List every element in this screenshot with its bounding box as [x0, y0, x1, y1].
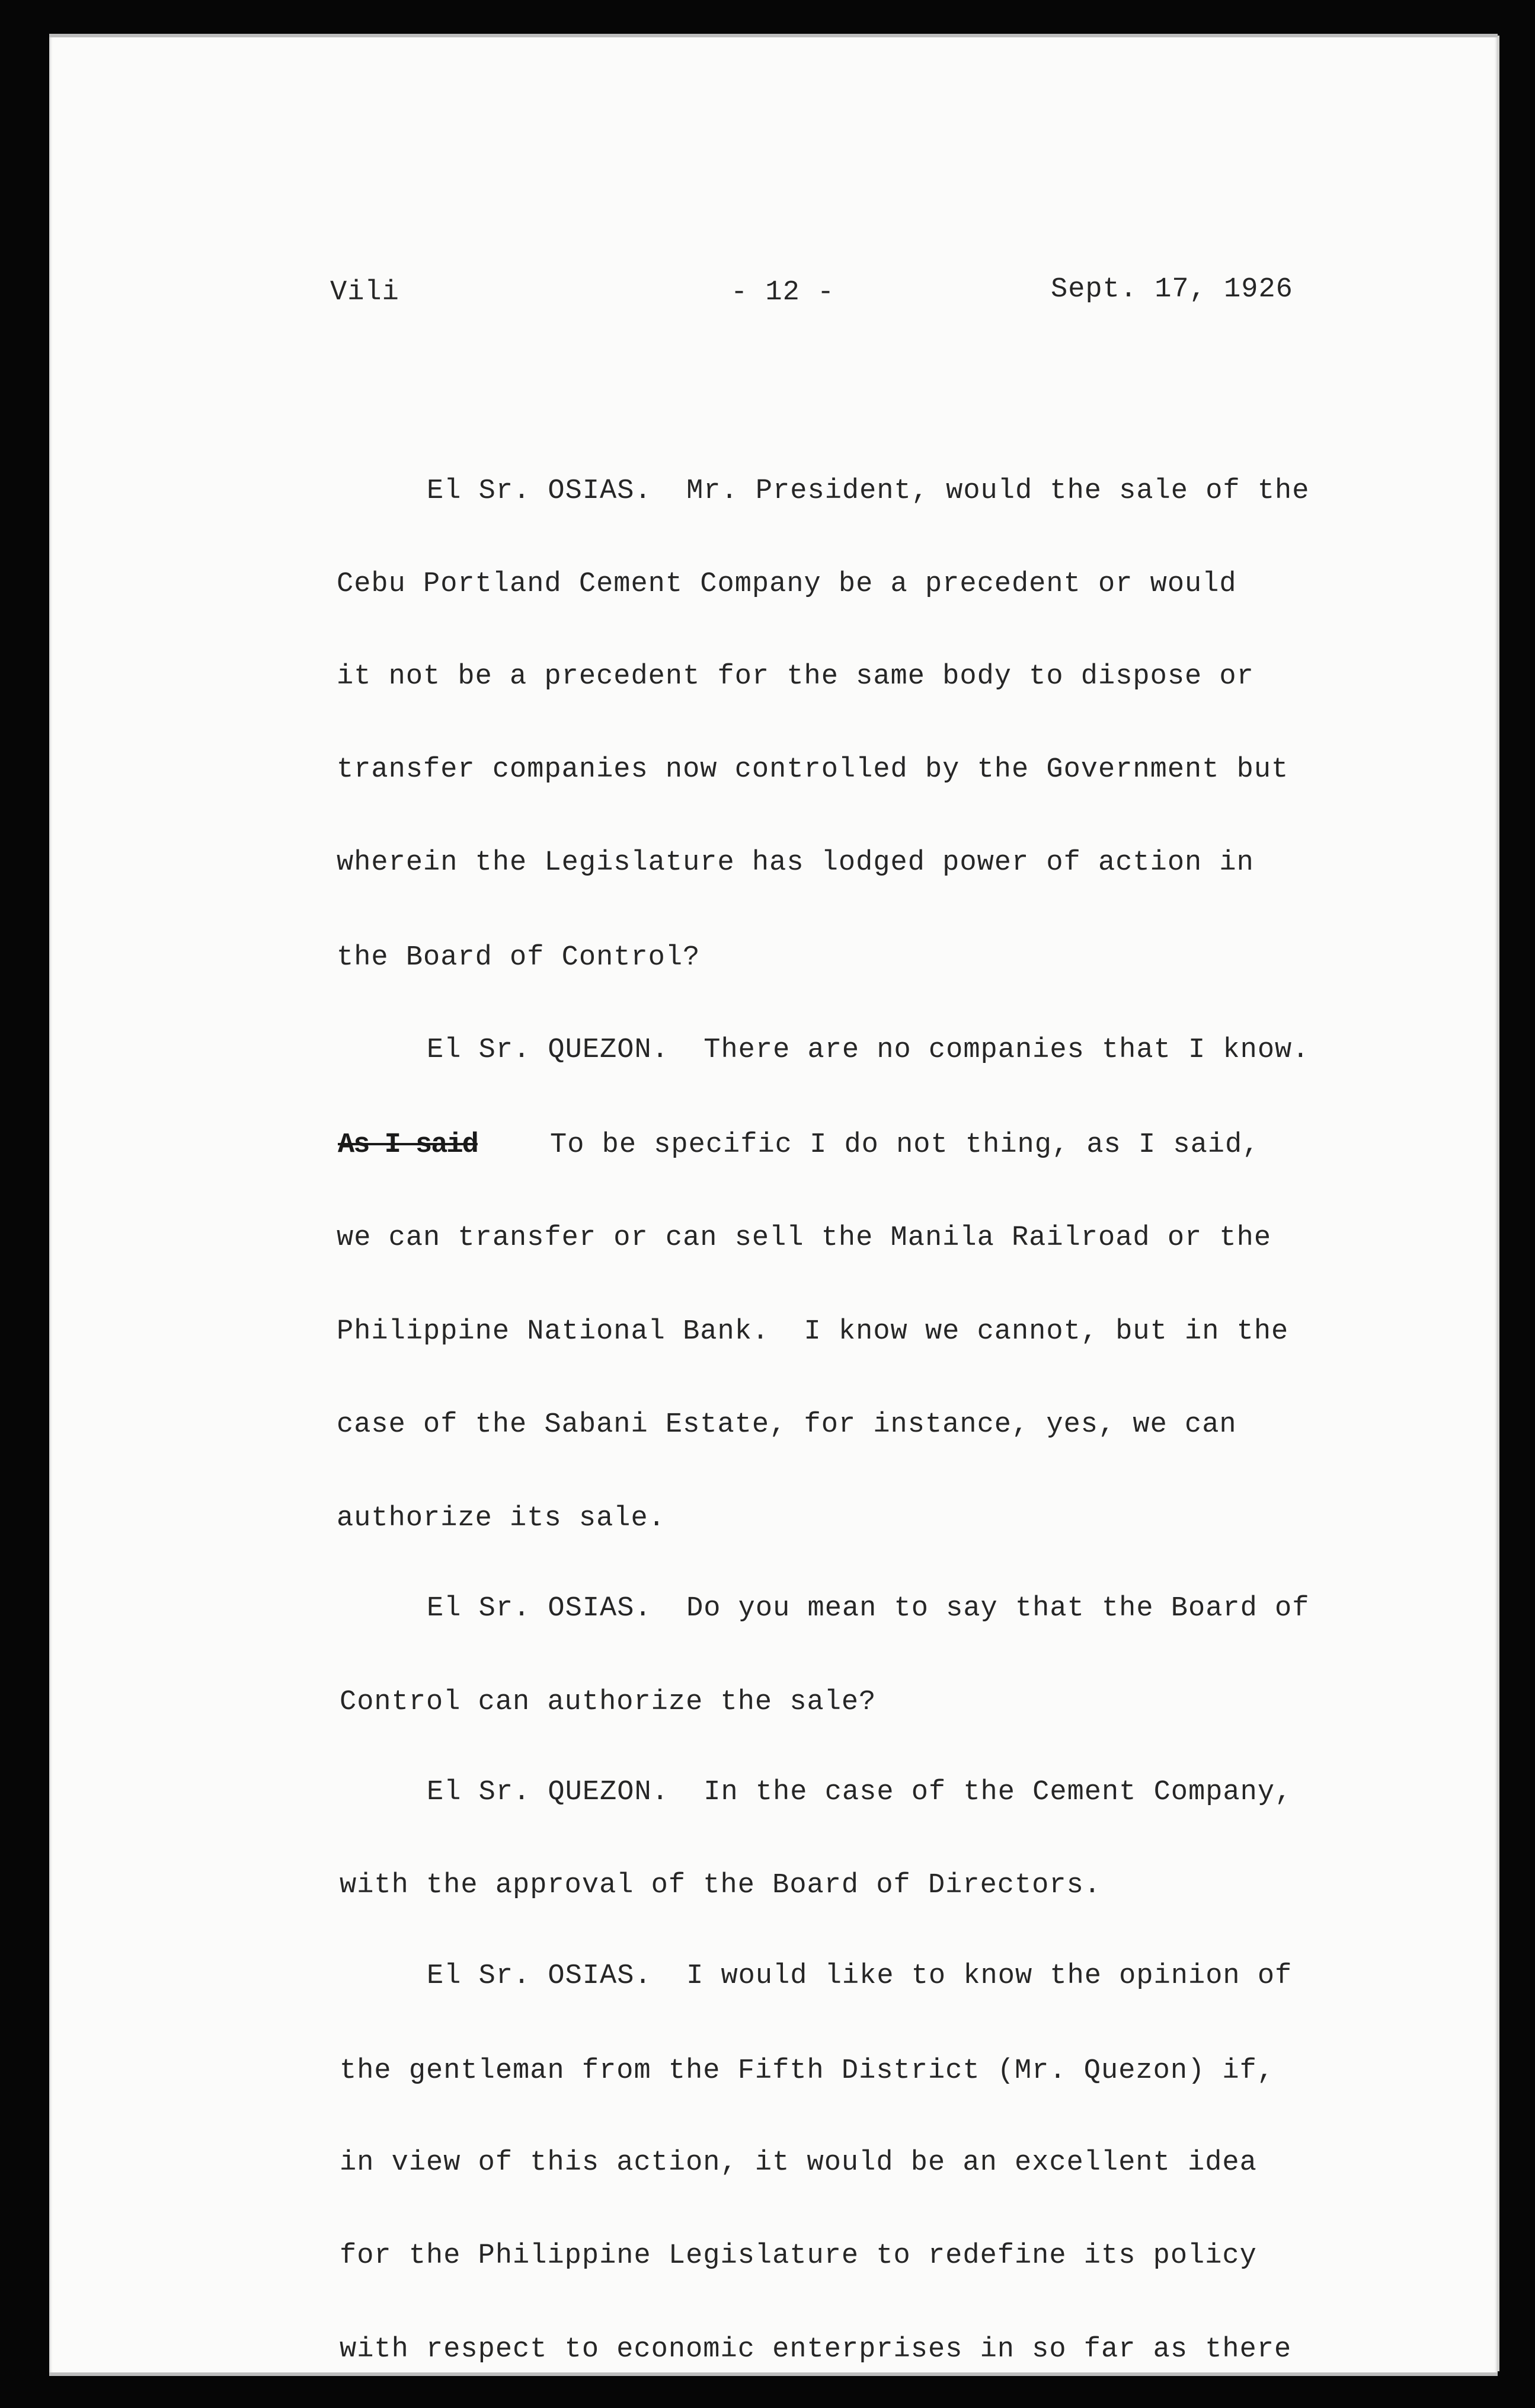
document-page — [49, 34, 1498, 2376]
text-line: for the Philippine Legislature to redefine its policy — [340, 2240, 1257, 2272]
text-line: Philippine National Bank. I know we cannot, but in the — [337, 1316, 1289, 1347]
page-number: - 12 - — [731, 277, 835, 308]
text-line: El Sr. QUEZON. There are no companies that I know. — [427, 1034, 1310, 1066]
text-line: To be specific I do not thing, as I said, — [550, 1129, 1260, 1161]
text-line: wherein the Legislature has lodged power of action in — [337, 847, 1254, 879]
struck-out-text: As I said — [338, 1129, 478, 1161]
text-line: with the approval of the Board of Directors. — [340, 1870, 1102, 1901]
text-line: case of the Sabani Estate, for instance, yes, we can — [337, 1409, 1237, 1441]
text-line: El Sr. OSIAS. Mr. President, would the sale of the — [427, 475, 1310, 507]
text-line: with respect to economic enterprises in so far as there — [340, 2334, 1292, 2365]
text-line: it not be a precedent for the same body to dispose or — [337, 661, 1254, 692]
page-top-edge — [49, 34, 1498, 37]
text-line: the gentleman from the Fifth District (Mr. Quezon) if, — [340, 2055, 1275, 2087]
text-line: Cebu Portland Cement Company be a precedent or would — [337, 569, 1237, 600]
text-line: El Sr. OSIAS. I would like to know the opinion of — [427, 1960, 1293, 1992]
text-line: we can transfer or can sell the Manila Railroad or the — [337, 1222, 1272, 1254]
text-line: Control can authorize the sale? — [340, 1687, 877, 1718]
text-line: El Sr. QUEZON. In the case of the Cement Company, — [427, 1777, 1293, 1808]
header-date: Sept. 17, 1926 — [1051, 274, 1293, 305]
page-bottom-edge — [49, 2372, 1498, 2376]
text-line: the Board of Control? — [337, 942, 701, 973]
header-code: Vili — [330, 277, 399, 308]
text-line: authorize its sale. — [337, 1503, 666, 1534]
text-line: El Sr. OSIAS. Do you mean to say that the Board of — [427, 1593, 1310, 1624]
text-line: in view of this action, it would be an excellent idea — [340, 2147, 1257, 2179]
text-line: transfer companies now controlled by the Government but — [337, 754, 1289, 785]
